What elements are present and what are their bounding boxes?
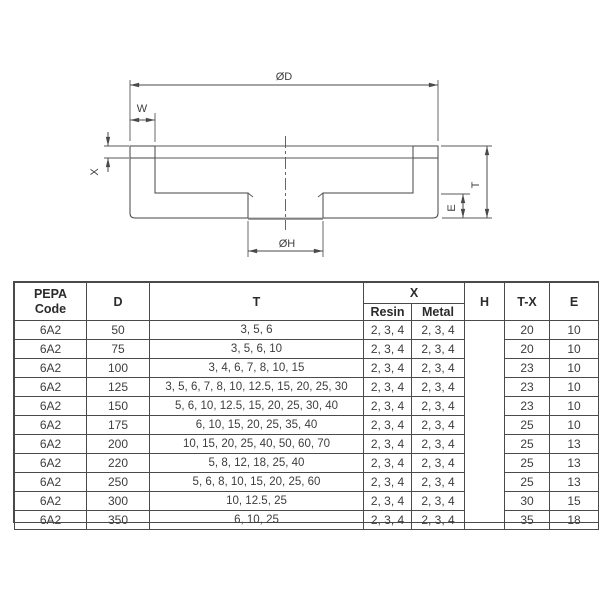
cell-x-resin: 2, 3, 4	[364, 378, 412, 397]
header-d: D	[87, 283, 150, 321]
table-row	[15, 511, 599, 530]
cell-d: 100	[87, 359, 150, 378]
cell-t: 3, 4, 6, 7, 8, 10, 15	[150, 359, 364, 378]
cell-d: 50	[87, 321, 150, 340]
spec-table-header	[15, 283, 599, 321]
spec-table	[14, 282, 599, 530]
cell-h-empty	[465, 321, 505, 530]
header-x-metal: Metal	[412, 304, 465, 321]
cell-x-metal: 2, 3, 4	[412, 378, 465, 397]
table-row	[15, 340, 599, 359]
cell-pepa-code: 6A2	[15, 511, 87, 530]
cell-t-minus-x: 30	[505, 492, 550, 511]
cell-t-minus-x: 25	[505, 416, 550, 435]
cell-x-metal: 2, 3, 4	[412, 416, 465, 435]
cell-t: 3, 5, 6, 7, 8, 10, 12.5, 15, 20, 25, 30	[150, 378, 364, 397]
cell-x-resin: 2, 3, 4	[364, 416, 412, 435]
table-row	[15, 378, 599, 397]
cell-x-resin: 2, 3, 4	[364, 435, 412, 454]
label-rim-width: W	[136, 103, 148, 115]
header-x-resin: Resin	[364, 304, 412, 321]
cell-d: 350	[87, 511, 150, 530]
abrasive-segment-right	[413, 146, 438, 158]
cell-e: 10	[550, 321, 599, 340]
cell-d: 75	[87, 340, 150, 359]
cell-x-resin: 2, 3, 4	[364, 511, 412, 530]
cell-t: 6, 10, 15, 20, 25, 35, 40	[150, 416, 364, 435]
cell-e: 10	[550, 340, 599, 359]
cell-t: 10, 12.5, 25	[150, 492, 364, 511]
cell-t: 3, 5, 6	[150, 321, 364, 340]
header-e: E	[550, 283, 599, 321]
header-x-group: X	[364, 283, 465, 304]
cell-d: 250	[87, 473, 150, 492]
cell-pepa-code: 6A2	[15, 435, 87, 454]
cell-e: 15	[550, 492, 599, 511]
table-row	[15, 416, 599, 435]
cell-t: 10, 15, 20, 25, 40, 50, 60, 70	[150, 435, 364, 454]
cell-x-metal: 2, 3, 4	[412, 397, 465, 416]
cell-t-minus-x: 35	[505, 511, 550, 530]
wheel-cross-section-diagram	[0, 0, 600, 280]
cell-t: 5, 8, 12, 18, 25, 40	[150, 454, 364, 473]
cell-t-minus-x: 23	[505, 397, 550, 416]
cell-x-metal: 2, 3, 4	[412, 321, 465, 340]
cell-t-minus-x: 25	[505, 454, 550, 473]
cell-pepa-code: 6A2	[15, 492, 87, 511]
cell-x-metal: 2, 3, 4	[412, 492, 465, 511]
bore-chamfer-right	[318, 193, 323, 197]
cell-t-minus-x: 20	[505, 340, 550, 359]
cell-t-minus-x: 20	[505, 321, 550, 340]
cell-pepa-code: 6A2	[15, 416, 87, 435]
table-row	[15, 454, 599, 473]
cell-d: 175	[87, 416, 150, 435]
cell-e: 10	[550, 397, 599, 416]
table-row	[15, 473, 599, 492]
cell-pepa-code: 6A2	[15, 473, 87, 492]
wheel-core-left	[130, 158, 248, 218]
label-abrasive-depth: X	[89, 168, 101, 176]
label-thickness: T	[470, 181, 482, 189]
cell-e: 13	[550, 435, 599, 454]
cell-t: 5, 6, 10, 12.5, 15, 20, 25, 30, 40	[150, 397, 364, 416]
cell-x-metal: 2, 3, 4	[412, 359, 465, 378]
cell-e: 10	[550, 359, 599, 378]
cell-t: 6, 10, 25	[150, 511, 364, 530]
cell-pepa-code: 6A2	[15, 359, 87, 378]
cell-t: 3, 5, 6, 10	[150, 340, 364, 359]
header-t-minus-x: T-X	[505, 283, 550, 321]
wheel-core-right	[323, 158, 438, 218]
cell-e: 13	[550, 473, 599, 492]
label-outer-diameter: ØD	[275, 71, 293, 83]
cell-x-metal: 2, 3, 4	[412, 435, 465, 454]
cell-x-resin: 2, 3, 4	[364, 397, 412, 416]
cell-d: 200	[87, 435, 150, 454]
cell-x-metal: 2, 3, 4	[412, 340, 465, 359]
bore-chamfer-left	[248, 193, 253, 197]
cell-pepa-code: 6A2	[15, 321, 87, 340]
cell-x-resin: 2, 3, 4	[364, 359, 412, 378]
header-h: H	[465, 283, 505, 321]
cell-x-resin: 2, 3, 4	[364, 492, 412, 511]
spec-table-outer-border	[13, 281, 599, 527]
label-bore-diameter: ØH	[278, 238, 296, 250]
cell-x-metal: 2, 3, 4	[412, 473, 465, 492]
cell-x-metal: 2, 3, 4	[412, 511, 465, 530]
abrasive-segment-left	[130, 146, 155, 158]
cell-t-minus-x: 23	[505, 378, 550, 397]
cell-pepa-code: 6A2	[15, 454, 87, 473]
cell-t-minus-x: 23	[505, 359, 550, 378]
header-t: T	[150, 283, 364, 321]
cell-x-resin: 2, 3, 4	[364, 473, 412, 492]
table-row	[15, 359, 599, 378]
table-row	[15, 397, 599, 416]
cell-x-metal: 2, 3, 4	[412, 454, 465, 473]
table-row	[15, 321, 599, 340]
cell-e: 10	[550, 416, 599, 435]
cell-pepa-code: 6A2	[15, 397, 87, 416]
cell-pepa-code: 6A2	[15, 378, 87, 397]
label-base-thickness: E	[446, 204, 458, 212]
cell-t: 5, 6, 8, 10, 15, 20, 25, 60	[150, 473, 364, 492]
cell-pepa-code: 6A2	[15, 340, 87, 359]
cell-e: 10	[550, 378, 599, 397]
cell-x-resin: 2, 3, 4	[364, 340, 412, 359]
cell-e: 18	[550, 511, 599, 530]
cell-x-resin: 2, 3, 4	[364, 454, 412, 473]
cell-d: 220	[87, 454, 150, 473]
header-pepa-code: PEPA Code	[15, 283, 87, 321]
cell-d: 125	[87, 378, 150, 397]
table-row	[15, 492, 599, 511]
table-row	[15, 435, 599, 454]
cell-t-minus-x: 25	[505, 473, 550, 492]
cell-t-minus-x: 25	[505, 435, 550, 454]
cell-x-resin: 2, 3, 4	[364, 321, 412, 340]
cell-d: 300	[87, 492, 150, 511]
cell-e: 13	[550, 454, 599, 473]
cell-d: 150	[87, 397, 150, 416]
spec-table-body	[15, 321, 599, 530]
